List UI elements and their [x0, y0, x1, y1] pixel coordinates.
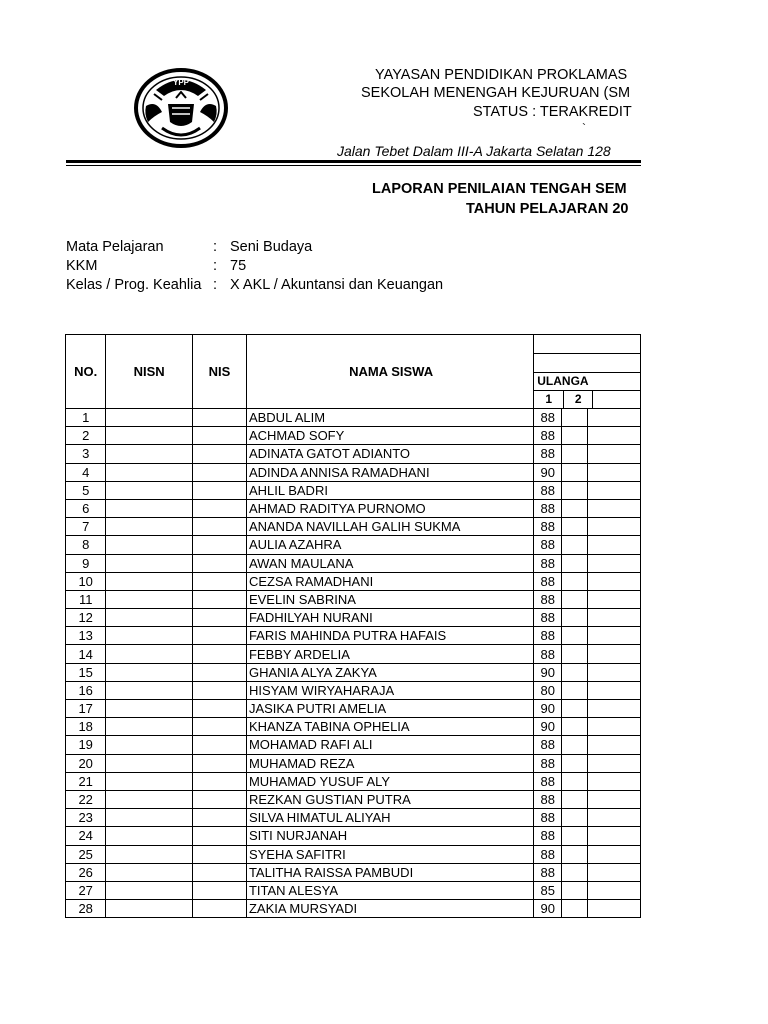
row-no: 25: [66, 845, 106, 863]
row-no: 11: [66, 590, 106, 608]
row-nama: GHANIA ALYA ZAKYA: [246, 663, 533, 681]
row-nama: FEBBY ARDELIA: [246, 645, 533, 663]
row-ulangan-1: 88: [534, 645, 562, 663]
info-colon: :: [213, 258, 218, 274]
row-nama: CEZSA RAMADHANI: [246, 572, 533, 590]
row-nisn: [106, 481, 193, 499]
row-no: 10: [66, 572, 106, 590]
row-nis: [192, 554, 246, 572]
grades-table: [65, 334, 641, 918]
info-label: Kelas / Prog. Keahlia: [66, 277, 202, 293]
row-ulangan-2: [562, 845, 587, 863]
row-nisn: [106, 518, 193, 536]
row-ulangan-more: [587, 554, 640, 572]
row-ulangan-1: 88: [534, 754, 562, 772]
row-nisn: [106, 827, 193, 845]
row-ulangan-more: [587, 900, 640, 918]
row-ulangan-more: [587, 427, 640, 445]
school-address: Jalan Tebet Dalam III-A Jakarta Selatan 128: [337, 143, 611, 159]
row-ulangan-1: 90: [534, 663, 562, 681]
row-no: 21: [66, 772, 106, 790]
row-ulangan-more: [587, 790, 640, 808]
row-nama: TALITHA RAISSA PAMBUDI: [246, 863, 533, 881]
row-nisn: [106, 681, 193, 699]
row-ulangan-2: [562, 609, 587, 627]
row-nisn: [106, 663, 193, 681]
header-sub-1: 1: [534, 391, 564, 408]
row-nisn: [106, 754, 193, 772]
row-ulangan-more: [587, 609, 640, 627]
row-ulangan-2: [562, 427, 587, 445]
info-colon: :: [213, 239, 218, 255]
row-ulangan-more: [587, 499, 640, 517]
row-ulangan-more: [587, 718, 640, 736]
row-nis: [192, 736, 246, 754]
info-label: KKM: [66, 258, 98, 274]
row-ulangan-1: 88: [534, 845, 562, 863]
row-no: 14: [66, 645, 106, 663]
info-value: 75: [230, 258, 247, 274]
row-ulangan-2: [562, 754, 587, 772]
row-nama: AHLIL BADRI: [246, 481, 533, 499]
row-ulangan-more: [587, 445, 640, 463]
row-ulangan-2: [562, 572, 587, 590]
row-nama: HISYAM WIRYAHARAJA: [246, 681, 533, 699]
table-row: [66, 881, 641, 899]
row-nisn: [106, 845, 193, 863]
row-ulangan-1: 88: [534, 536, 562, 554]
row-nisn: [106, 900, 193, 918]
academic-year: TAHUN PELAJARAN 20: [466, 201, 629, 217]
info-value: Seni Budaya: [230, 239, 313, 255]
table-row: [66, 499, 641, 517]
row-nisn: [106, 609, 193, 627]
row-ulangan-1: 88: [534, 809, 562, 827]
row-ulangan-more: [587, 645, 640, 663]
row-nama: SYEHA SAFITRI: [246, 845, 533, 863]
header-nama: NAMA SISWA: [246, 335, 533, 409]
table-row: [66, 809, 641, 827]
logo-text: YPP: [172, 78, 190, 87]
row-nis: [192, 499, 246, 517]
row-ulangan-more: [587, 736, 640, 754]
row-no: 3: [66, 445, 106, 463]
row-no: 13: [66, 627, 106, 645]
row-ulangan-1: 85: [534, 881, 562, 899]
row-ulangan-more: [587, 827, 640, 845]
row-ulangan-1: 88: [534, 609, 562, 627]
row-nama: FARIS MAHINDA PUTRA HAFAIS: [246, 627, 533, 645]
row-ulangan-2: [562, 590, 587, 608]
row-nama: ABDUL ALIM: [246, 409, 533, 427]
table-row: [66, 663, 641, 681]
row-no: 4: [66, 463, 106, 481]
row-nama: TITAN ALESYA: [246, 881, 533, 899]
row-nisn: [106, 700, 193, 718]
row-ulangan-1: 88: [534, 827, 562, 845]
row-ulangan-1: 88: [534, 572, 562, 590]
table-row: [66, 536, 641, 554]
row-no: 2: [66, 427, 106, 445]
info-value: X AKL / Akuntansi dan Keuangan: [230, 277, 444, 293]
row-ulangan-2: [562, 536, 587, 554]
table-row: [66, 409, 641, 427]
row-nisn: [106, 554, 193, 572]
row-nis: [192, 409, 246, 427]
row-ulangan-2: [562, 481, 587, 499]
row-nis: [192, 827, 246, 845]
row-no: 9: [66, 554, 106, 572]
table-row: [66, 754, 641, 772]
row-nama: ACHMAD SOFY: [246, 427, 533, 445]
row-ulangan-1: 88: [534, 499, 562, 517]
row-nama: MOHAMAD RAFI ALI: [246, 736, 533, 754]
row-ulangan-2: [562, 718, 587, 736]
table-body: [66, 409, 641, 918]
table-row: [66, 463, 641, 481]
row-ulangan-more: [587, 681, 640, 699]
row-ulangan-2: [562, 445, 587, 463]
row-nisn: [106, 627, 193, 645]
row-ulangan-2: [562, 827, 587, 845]
row-nisn: [106, 645, 193, 663]
table-row: [66, 790, 641, 808]
row-no: 22: [66, 790, 106, 808]
row-ulangan-more: [587, 881, 640, 899]
row-ulangan-1: 80: [534, 681, 562, 699]
accreditation-status: STATUS : TERAKREDIT: [473, 104, 632, 120]
row-nama: AULIA AZAHRA: [246, 536, 533, 554]
header-no: NO.: [66, 335, 106, 409]
table-row: [66, 700, 641, 718]
row-nama: MUHAMAD REZA: [246, 754, 533, 772]
row-nama: MUHAMAD YUSUF ALY: [246, 772, 533, 790]
row-nis: [192, 590, 246, 608]
row-no: 17: [66, 700, 106, 718]
row-nis: [192, 900, 246, 918]
row-ulangan-2: [562, 700, 587, 718]
row-nis: [192, 754, 246, 772]
row-ulangan-1: 90: [534, 700, 562, 718]
row-ulangan-2: [562, 554, 587, 572]
row-ulangan-more: [587, 409, 640, 427]
row-ulangan-2: [562, 663, 587, 681]
row-ulangan-2: [562, 736, 587, 754]
row-ulangan-1: 88: [534, 445, 562, 463]
row-nis: [192, 700, 246, 718]
row-ulangan-more: [587, 590, 640, 608]
table-row: [66, 427, 641, 445]
table-row: [66, 609, 641, 627]
row-ulangan-2: [562, 772, 587, 790]
row-nis: [192, 681, 246, 699]
row-ulangan-more: [587, 700, 640, 718]
row-ulangan-2: [562, 409, 587, 427]
row-ulangan-1: 88: [534, 863, 562, 881]
row-ulangan-more: [587, 536, 640, 554]
header-ulangan-group: [534, 335, 641, 409]
row-no: 7: [66, 518, 106, 536]
row-ulangan-2: [562, 681, 587, 699]
info-label: Mata Pelajaran: [66, 239, 164, 255]
row-ulangan-more: [587, 754, 640, 772]
table-row: [66, 572, 641, 590]
row-nama: EVELIN SABRINA: [246, 590, 533, 608]
report-title: LAPORAN PENILAIAN TENGAH SEM: [372, 181, 627, 197]
row-nisn: [106, 499, 193, 517]
row-no: 8: [66, 536, 106, 554]
row-no: 24: [66, 827, 106, 845]
row-nisn: [106, 463, 193, 481]
row-ulangan-more: [587, 809, 640, 827]
row-nama: ADINDA ANNISA RAMADHANI: [246, 463, 533, 481]
row-ulangan-2: [562, 900, 587, 918]
table-row: [66, 772, 641, 790]
row-nis: [192, 809, 246, 827]
table-row: [66, 827, 641, 845]
row-nama: ANANDA NAVILLAH GALIH SUKMA: [246, 518, 533, 536]
row-ulangan-1: 90: [534, 463, 562, 481]
row-ulangan-1: 88: [534, 772, 562, 790]
row-no: 6: [66, 499, 106, 517]
row-nisn: [106, 736, 193, 754]
row-nisn: [106, 445, 193, 463]
row-ulangan-more: [587, 627, 640, 645]
row-nis: [192, 627, 246, 645]
row-ulangan-more: [587, 772, 640, 790]
header-nisn: NISN: [106, 335, 193, 409]
row-no: 19: [66, 736, 106, 754]
row-nisn: [106, 590, 193, 608]
table-row: [66, 554, 641, 572]
row-nama: SITI NURJANAH: [246, 827, 533, 845]
row-no: 27: [66, 881, 106, 899]
row-ulangan-2: [562, 809, 587, 827]
row-nama: AWAN MAULANA: [246, 554, 533, 572]
stray-mark: `: [582, 121, 586, 135]
school-logo: [132, 64, 230, 148]
row-ulangan-1: 90: [534, 900, 562, 918]
row-no: 20: [66, 754, 106, 772]
row-ulangan-2: [562, 881, 587, 899]
row-nis: [192, 790, 246, 808]
row-ulangan-2: [562, 790, 587, 808]
row-no: 16: [66, 681, 106, 699]
table-row: [66, 736, 641, 754]
table-row: [66, 900, 641, 918]
row-nis: [192, 718, 246, 736]
row-nama: SILVA HIMATUL ALIYAH: [246, 809, 533, 827]
row-ulangan-1: 88: [534, 736, 562, 754]
row-ulangan-1: 88: [534, 481, 562, 499]
row-nama: AHMAD RADITYA PURNOMO: [246, 499, 533, 517]
row-ulangan-1: 88: [534, 409, 562, 427]
foundation-name: YAYASAN PENDIDIKAN PROKLAMAS: [375, 67, 628, 83]
row-ulangan-more: [587, 481, 640, 499]
row-ulangan-1: 88: [534, 790, 562, 808]
row-ulangan-1: 88: [534, 554, 562, 572]
row-nis: [192, 663, 246, 681]
row-no: 12: [66, 609, 106, 627]
header-ulangan: ULANGA: [534, 373, 640, 391]
table-row: [66, 481, 641, 499]
row-ulangan-2: [562, 627, 587, 645]
header-nis: NIS: [192, 335, 246, 409]
row-ulangan-1: 88: [534, 590, 562, 608]
row-nis: [192, 572, 246, 590]
row-nisn: [106, 718, 193, 736]
row-no: 5: [66, 481, 106, 499]
row-nisn: [106, 409, 193, 427]
info-colon: :: [213, 277, 218, 293]
school-name: SEKOLAH MENENGAH KEJURUAN (SM: [361, 85, 631, 101]
row-nis: [192, 772, 246, 790]
row-ulangan-2: [562, 518, 587, 536]
row-ulangan-more: [587, 863, 640, 881]
row-ulangan-1: 88: [534, 518, 562, 536]
grades-table-container: [65, 334, 641, 918]
row-no: 26: [66, 863, 106, 881]
row-nis: [192, 609, 246, 627]
row-nisn: [106, 772, 193, 790]
row-nisn: [106, 863, 193, 881]
row-nis: [192, 645, 246, 663]
row-ulangan-2: [562, 645, 587, 663]
row-nama: ADINATA GATOT ADIANTO: [246, 445, 533, 463]
row-ulangan-more: [587, 663, 640, 681]
row-no: 23: [66, 809, 106, 827]
row-nis: [192, 845, 246, 863]
row-nis: [192, 463, 246, 481]
table-row: [66, 518, 641, 536]
table-row: [66, 445, 641, 463]
row-no: 1: [66, 409, 106, 427]
row-ulangan-more: [587, 518, 640, 536]
row-nis: [192, 518, 246, 536]
row-nisn: [106, 790, 193, 808]
row-nisn: [106, 881, 193, 899]
row-nama: ZAKIA MURSYADI: [246, 900, 533, 918]
row-nis: [192, 536, 246, 554]
row-nis: [192, 863, 246, 881]
row-nisn: [106, 572, 193, 590]
row-nisn: [106, 536, 193, 554]
row-ulangan-2: [562, 499, 587, 517]
header-sub-2: 2: [564, 391, 593, 408]
row-no: 18: [66, 718, 106, 736]
table-row: [66, 681, 641, 699]
row-nama: KHANZA TABINA OPHELIA: [246, 718, 533, 736]
row-nama: REZKAN GUSTIAN PUTRA: [246, 790, 533, 808]
row-nisn: [106, 809, 193, 827]
header-divider-thick: [66, 160, 641, 163]
row-nama: FADHILYAH NURANI: [246, 609, 533, 627]
table-row: [66, 627, 641, 645]
row-nis: [192, 427, 246, 445]
table-row: [66, 845, 641, 863]
table-row: [66, 590, 641, 608]
row-ulangan-more: [587, 463, 640, 481]
row-ulangan-1: 90: [534, 718, 562, 736]
row-ulangan-1: 88: [534, 627, 562, 645]
row-nisn: [106, 427, 193, 445]
row-nis: [192, 881, 246, 899]
row-nis: [192, 445, 246, 463]
table-row: [66, 863, 641, 881]
row-no: 28: [66, 900, 106, 918]
row-ulangan-more: [587, 845, 640, 863]
row-nis: [192, 481, 246, 499]
row-ulangan-2: [562, 463, 587, 481]
row-ulangan-more: [587, 572, 640, 590]
row-nama: JASIKA PUTRI AMELIA: [246, 700, 533, 718]
row-no: 15: [66, 663, 106, 681]
table-row: [66, 645, 641, 663]
header-divider-thin: [66, 165, 641, 166]
table-row: [66, 718, 641, 736]
row-ulangan-2: [562, 863, 587, 881]
row-ulangan-1: 88: [534, 427, 562, 445]
